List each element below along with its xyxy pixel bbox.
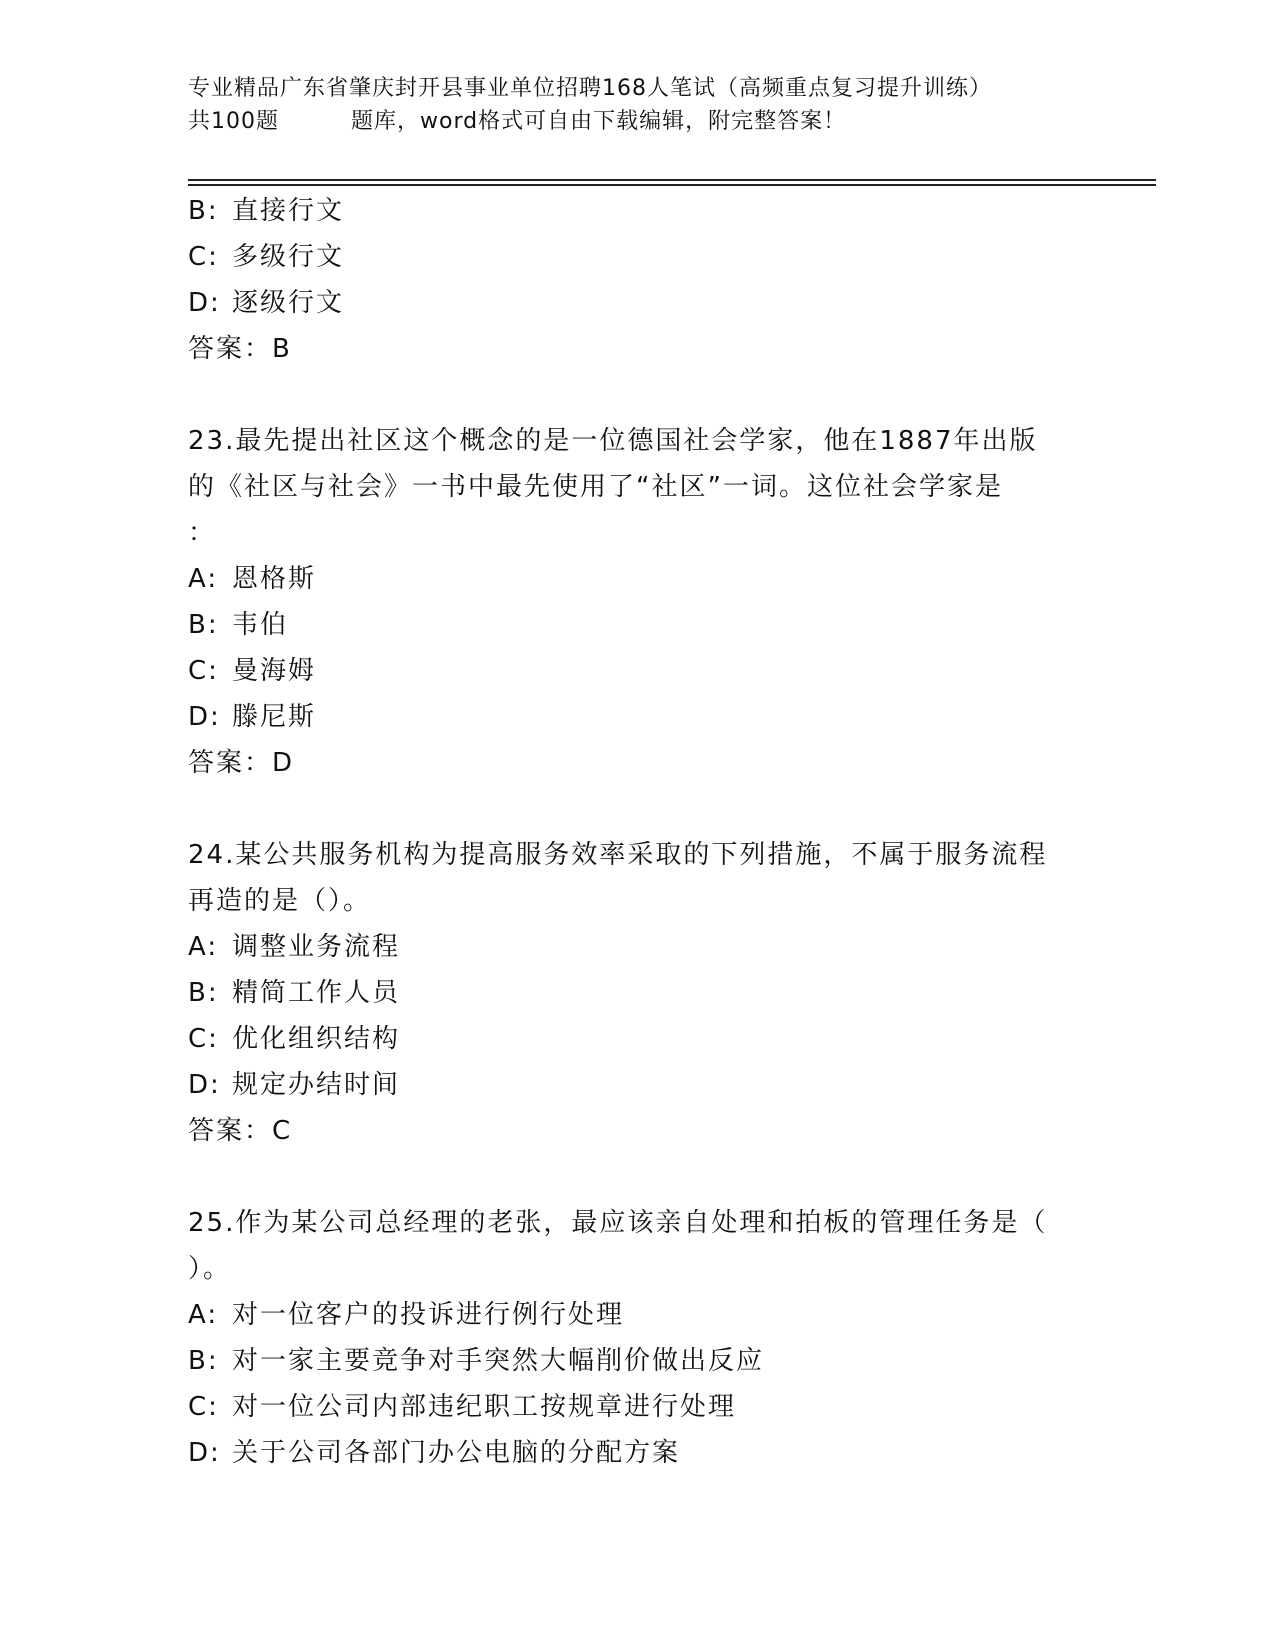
header-divider-top (188, 179, 1156, 181)
option-text: 曼海姆 (232, 656, 317, 686)
option-d (188, 694, 1148, 740)
question-22-continued (188, 188, 1148, 372)
question-stem-line: 的《社区与社会》一书中最先使用了“社区”一词。这位社会学家是 (188, 472, 1003, 502)
header-note: 题库，word格式可自由下载编辑，附完整答案！ (351, 109, 847, 134)
option-key: C: (188, 242, 219, 272)
option-d (188, 1062, 1148, 1108)
option-key: D: (188, 1438, 221, 1468)
option-key: B: (188, 1346, 219, 1376)
option-a (188, 556, 1148, 602)
option-key: B: (188, 196, 219, 226)
option-d (188, 280, 1148, 326)
option-text: 调整业务流程 (232, 932, 401, 962)
option-key: A: (188, 1300, 219, 1330)
option-text: 优化组织结构 (232, 1024, 401, 1054)
question-stem-line: ）。 (188, 1254, 232, 1284)
header-title-line: 专业精品广东省肇庆封开县事业单位招聘168人笔试（高频重点复习提升训练） (188, 76, 992, 101)
question-stem-line: 23.最先提出社区这个概念的是一位德国社会学家，他在1887年出版 (188, 426, 1038, 456)
question-stem-line: ： (188, 518, 217, 548)
option-key: D: (188, 288, 221, 318)
option-key: C: (188, 1024, 219, 1054)
option-c (188, 234, 1148, 280)
option-b (188, 1338, 1148, 1384)
answer-line: 答案：B (188, 334, 292, 364)
option-text: 韦伯 (232, 610, 289, 640)
option-key: B: (188, 978, 219, 1008)
option-d (188, 1430, 1148, 1476)
option-key: D: (188, 1070, 221, 1100)
option-text: 对一位客户的投诉进行例行处理 (232, 1300, 625, 1330)
option-a (188, 1292, 1148, 1338)
option-b (188, 602, 1148, 648)
option-text: 关于公司各部门办公电脑的分配方案 (232, 1438, 681, 1468)
option-text: 精简工作人员 (232, 978, 401, 1008)
option-text: 直接行文 (232, 196, 345, 226)
option-key: A: (188, 564, 219, 594)
question-24 (188, 832, 1148, 1154)
question-25 (188, 1200, 1148, 1476)
option-text: 恩格斯 (232, 564, 317, 594)
option-c (188, 1384, 1148, 1430)
question-stem-line: 24.某公共服务机构为提高服务效率采取的下列措施，不属于服务流程 (188, 840, 1048, 870)
header-subtitle-line (188, 105, 1148, 138)
document-header (188, 72, 1148, 138)
answer-line: 答案：C (188, 1116, 293, 1146)
question-stem-line: 再造的是（）。 (188, 886, 372, 916)
question-23 (188, 418, 1148, 786)
question-stem-line: 25.作为某公司总经理的老张，最应该亲自处理和拍板的管理任务是（ (188, 1208, 1048, 1238)
option-b (188, 188, 1148, 234)
option-text: 逐级行文 (232, 288, 345, 318)
answer-line: 答案：D (188, 748, 295, 778)
question-count: 共100题 (188, 109, 279, 134)
option-text: 对一家主要竞争对手突然大幅削价做出反应 (232, 1346, 765, 1376)
option-c (188, 648, 1148, 694)
option-b (188, 970, 1148, 1016)
option-a (188, 924, 1148, 970)
option-text: 滕尼斯 (232, 702, 317, 732)
header-divider-bottom (188, 184, 1156, 186)
option-key: D: (188, 702, 221, 732)
option-key: C: (188, 1392, 219, 1422)
option-text: 多级行文 (232, 242, 345, 272)
option-key: B: (188, 610, 219, 640)
question-list (188, 188, 1148, 1476)
option-text: 规定办结时间 (232, 1070, 401, 1100)
option-text: 对一位公司内部违纪职工按规章进行处理 (232, 1392, 737, 1422)
option-key: C: (188, 656, 219, 686)
option-c (188, 1016, 1148, 1062)
option-key: A: (188, 932, 219, 962)
